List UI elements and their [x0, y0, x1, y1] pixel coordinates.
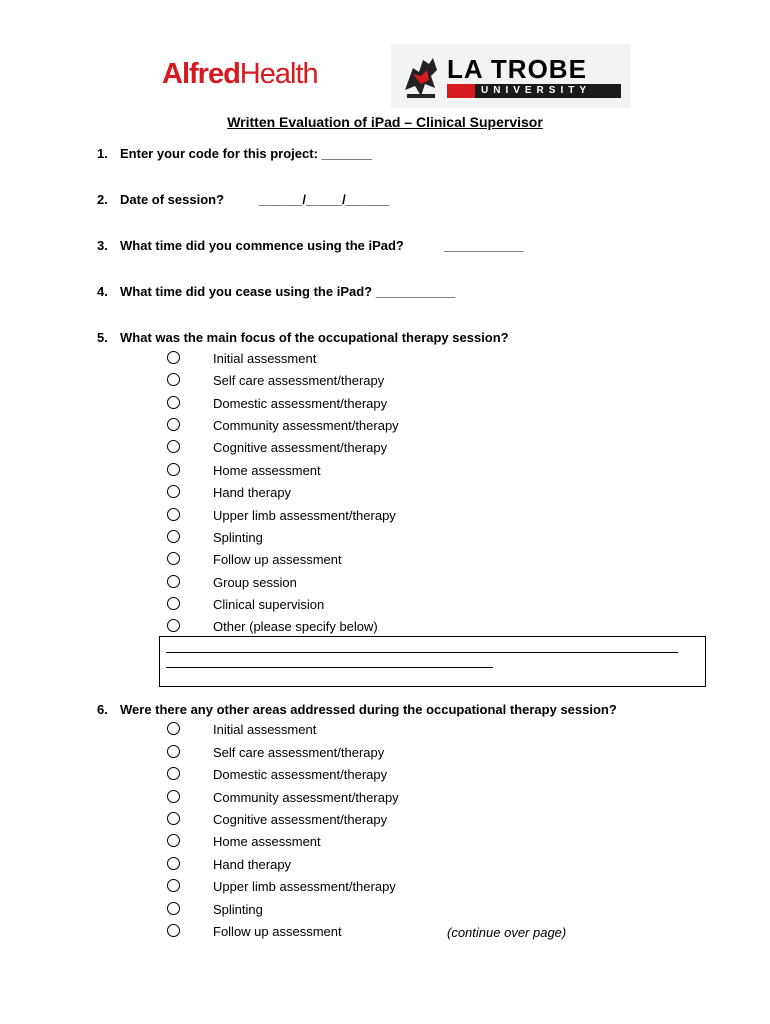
la-trobe-red-block	[447, 84, 475, 98]
start-time-field[interactable]: ___________	[444, 238, 524, 253]
radio-circle-icon[interactable]	[167, 396, 180, 409]
option-label: Self care assessment/therapy	[213, 373, 385, 388]
option-label: Splinting	[213, 902, 263, 917]
radio-circle-icon[interactable]	[167, 530, 180, 543]
alfred-logo-part1: Alfred	[162, 58, 240, 90]
q5-option[interactable]	[167, 396, 597, 418]
q5-option[interactable]	[167, 351, 597, 373]
question-number: 5.	[97, 330, 108, 345]
q5-option[interactable]	[167, 552, 597, 574]
question-1	[97, 146, 372, 161]
option-label: Upper limb assessment/therapy	[213, 508, 396, 523]
question-number: 3.	[97, 238, 108, 253]
question-number: 4.	[97, 284, 108, 299]
q5-option[interactable]	[167, 463, 597, 485]
other-specify-field[interactable]	[159, 636, 706, 687]
option-label: Home assessment	[213, 834, 321, 849]
radio-circle-icon[interactable]	[167, 463, 180, 476]
question-2	[97, 192, 224, 207]
q6-option[interactable]	[167, 834, 597, 856]
radio-circle-icon[interactable]	[167, 722, 180, 735]
radio-circle-icon[interactable]	[167, 373, 180, 386]
question-number: 2.	[97, 192, 108, 207]
option-label: Cognitive assessment/therapy	[213, 812, 388, 827]
q5-option[interactable]	[167, 485, 597, 507]
radio-circle-icon[interactable]	[167, 767, 180, 780]
radio-circle-icon[interactable]	[167, 902, 180, 915]
radio-circle-icon[interactable]	[167, 508, 180, 521]
question-text: Date of session?	[120, 192, 225, 207]
option-label: Cognitive assessment/therapy	[213, 440, 388, 455]
question-text: Enter your code for this project: _______	[120, 146, 373, 161]
radio-circle-icon[interactable]	[167, 924, 180, 937]
radio-circle-icon[interactable]	[167, 619, 180, 632]
q5-option[interactable]	[167, 597, 597, 619]
radio-circle-icon[interactable]	[167, 575, 180, 588]
q5-option[interactable]	[167, 530, 597, 552]
question-text: What time did you cease using the iPad? ___________	[120, 284, 456, 299]
option-label: Hand therapy	[213, 485, 292, 500]
radio-circle-icon[interactable]	[167, 552, 180, 565]
radio-circle-icon[interactable]	[167, 834, 180, 847]
question-text: Were there any other areas addressed during the occupational therapy session?	[120, 702, 617, 717]
q5-option[interactable]	[167, 418, 597, 440]
option-label: Domestic assessment/therapy	[213, 396, 388, 411]
specify-line	[166, 652, 678, 653]
option-label: Domestic assessment/therapy	[213, 767, 388, 782]
option-label: Initial assessment	[213, 351, 317, 366]
option-label: Hand therapy	[213, 857, 292, 872]
option-label: Group session	[213, 575, 297, 590]
q5-option[interactable]	[167, 575, 597, 597]
q6-option[interactable]	[167, 790, 597, 812]
radio-circle-icon[interactable]	[167, 812, 180, 825]
option-label: Initial assessment	[213, 722, 317, 737]
page-title: Written Evaluation of iPad – Clinical Supervisor	[227, 114, 543, 130]
option-label: Clinical supervision	[213, 597, 325, 612]
alfred-health-logo	[162, 58, 318, 91]
radio-circle-icon[interactable]	[167, 879, 180, 892]
q6-option[interactable]	[167, 879, 597, 901]
question-number: 6.	[97, 702, 108, 717]
q6-option[interactable]	[167, 857, 597, 879]
la-trobe-logo	[391, 44, 631, 108]
radio-circle-icon[interactable]	[167, 440, 180, 453]
q5-option[interactable]	[167, 373, 597, 395]
option-label: Splinting	[213, 530, 263, 545]
radio-circle-icon[interactable]	[167, 597, 180, 610]
radio-circle-icon[interactable]	[167, 857, 180, 870]
la-trobe-crest-icon	[399, 50, 443, 102]
option-label: Other (please specify below)	[213, 619, 378, 634]
date-field[interactable]: ______/_____/______	[259, 192, 390, 207]
question-3	[97, 238, 404, 253]
radio-circle-icon[interactable]	[167, 351, 180, 364]
question-4	[97, 284, 455, 299]
radio-circle-icon[interactable]	[167, 485, 180, 498]
question-5	[97, 330, 509, 345]
option-label: Upper limb assessment/therapy	[213, 879, 396, 894]
alfred-logo-part2: Health	[239, 58, 318, 90]
option-label: Follow up assessment	[213, 552, 342, 567]
radio-circle-icon[interactable]	[167, 418, 180, 431]
q5-option[interactable]	[167, 508, 597, 530]
radio-circle-icon[interactable]	[167, 745, 180, 758]
q6-option[interactable]	[167, 767, 597, 789]
question-text: What was the main focus of the occupational therapy session?	[120, 330, 509, 345]
option-label: Community assessment/therapy	[213, 418, 399, 433]
la-trobe-name: LA TROBE	[447, 54, 587, 84]
option-label: Home assessment	[213, 463, 321, 478]
q6-option[interactable]	[167, 745, 597, 767]
specify-line	[166, 667, 493, 668]
continue-note: (continue over page)	[447, 925, 567, 940]
option-label: Community assessment/therapy	[213, 790, 399, 805]
q6-option[interactable]	[167, 812, 597, 834]
la-trobe-university: UNIVERSITY	[481, 85, 592, 96]
radio-circle-icon[interactable]	[167, 790, 180, 803]
option-label: Follow up assessment	[213, 924, 342, 939]
question-text: What time did you commence using the iPad?	[120, 238, 404, 253]
q6-option[interactable]	[167, 722, 597, 744]
option-label: Self care assessment/therapy	[213, 745, 385, 760]
q6-option[interactable]	[167, 902, 597, 924]
q5-option[interactable]	[167, 440, 597, 462]
question-number: 1.	[97, 146, 108, 161]
question-6	[97, 702, 617, 717]
